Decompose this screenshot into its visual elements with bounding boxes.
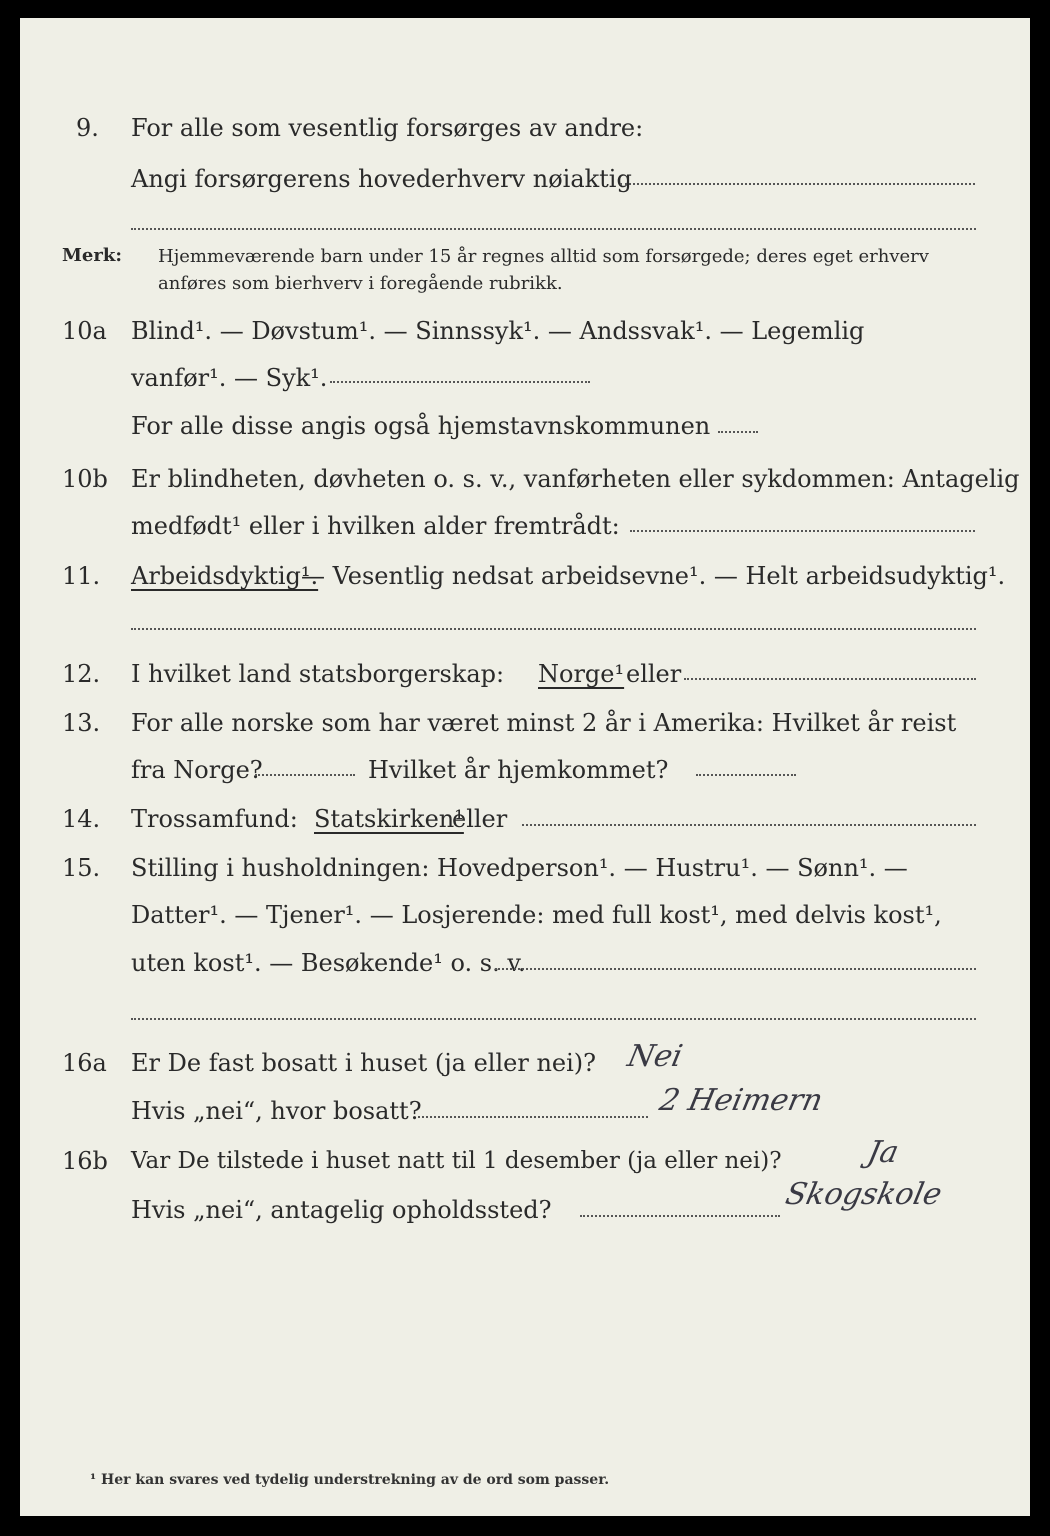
q14-eller: eller [452,805,508,833]
q12-eller: eller [626,660,682,688]
merk-line2: anføres som bierhverv i foregående rubrikk. [158,273,563,294]
q10b-number: 10b [62,465,108,493]
q10b-answer-line[interactable] [630,530,975,532]
q12-question: I hvilket land statsborgerskap: [131,660,505,688]
q9-line1: For alle som vesentlig forsørges av andre: [131,114,644,142]
merk-label: Merk: [62,245,122,266]
q12-number: 12. [62,660,101,688]
q13-reist-line[interactable] [255,774,355,776]
q16a-handwritten-answer: Nei [624,1039,686,1074]
q10a-number: 10a [62,317,107,345]
q16a-line2: Hvis „nei“, hvor bosatt? [131,1097,422,1125]
q14-answer-line[interactable] [522,824,976,826]
q16a-handwritten-place: 2 Heimern [656,1083,826,1118]
q13-hjemkommet-line[interactable] [696,774,796,776]
q11-answer-line[interactable] [131,628,976,630]
q10a-hjemstavn-line[interactable] [718,431,758,433]
q9-answer-line-2[interactable] [131,228,976,230]
q10b-line1: Er blindheten, døvheten o. s. v., vanførheten eller sykdommen: Antagelig [131,465,1020,493]
q11-options-rest: — Vesentlig nedsat arbeidsevne¹. — Helt arbeidsudyktig¹. [301,562,1006,590]
q13-number: 13. [62,709,101,737]
q15-line2: Datter¹. — Tjener¹. — Losjerende: med full kost¹, med delvis kost¹, [131,901,942,929]
q9-answer-line[interactable] [620,183,975,185]
q16a-place-line[interactable] [418,1116,648,1118]
census-form-page [20,18,1030,1516]
q16b-handwritten-place: Skogskole [782,1177,945,1212]
q11-option-arbeidsdyktig[interactable]: Arbeidsdyktig¹. [131,562,319,590]
q10a-line2: vanfør¹. — Syk¹. [131,364,328,392]
q13-line1: For alle norske som har været minst 2 år i Amerika: Hvilket år reist [131,709,957,737]
q16b-line1: Var De tilstede i huset natt til 1 desember (ja eller nei)? [131,1148,782,1174]
q10b-line2: medfødt¹ eller i hvilken alder fremtrådt: [131,512,620,540]
q10a-line1: Blind¹. — Døvstum¹. — Sinnssyk¹. — Andssvak¹. — Legemlig [131,317,865,345]
q13-line2a: fra Norge? [131,756,263,784]
q15-number: 15. [62,854,101,882]
q13-line2b: Hvilket år hjemkommet? [368,756,669,784]
q15-answer-line[interactable] [495,968,976,970]
merk-line1: Hjemmeværende barn under 15 år regnes alltid som forsørgede; deres eget erhverv [158,246,929,267]
q14-number: 14. [62,805,101,833]
q11-number: 11. [62,562,101,590]
q12-option-norge[interactable]: Norge¹ [538,660,625,688]
q16b-number: 16b [62,1147,108,1175]
q16b-place-line[interactable] [580,1215,780,1217]
footnote: ¹ Her kan svares ved tydelig understrekning av de ord som passer. [90,1472,610,1488]
q10a-answer-line[interactable] [330,381,590,383]
q16b-handwritten-answer: Ja [864,1135,902,1170]
q12-answer-line[interactable] [684,678,976,680]
q16b-line2: Hvis „nei“, antagelig opholdssted? [131,1196,552,1224]
q14-option-statskirken[interactable]: Statskirken¹ [314,805,464,833]
q16a-number: 16a [62,1049,107,1077]
q15-line3: uten kost¹. — Besøkende¹ o. s. v. [131,949,526,977]
q15-answer-line-2[interactable] [131,1018,976,1020]
q16a-line1: Er De fast bosatt i huset (ja eller nei)? [131,1049,597,1077]
q10a-line3: For alle disse angis også hjemstavnskommunen [131,412,711,440]
q9-number: 9. [76,114,99,142]
q9-line2: Angi forsørgerens hovederhverv nøiaktig [131,165,632,193]
q14-question: Trossamfund: [131,805,298,833]
q15-line1: Stilling i husholdningen: Hovedperson¹. — Hustru¹. — Sønn¹. — [131,854,908,882]
